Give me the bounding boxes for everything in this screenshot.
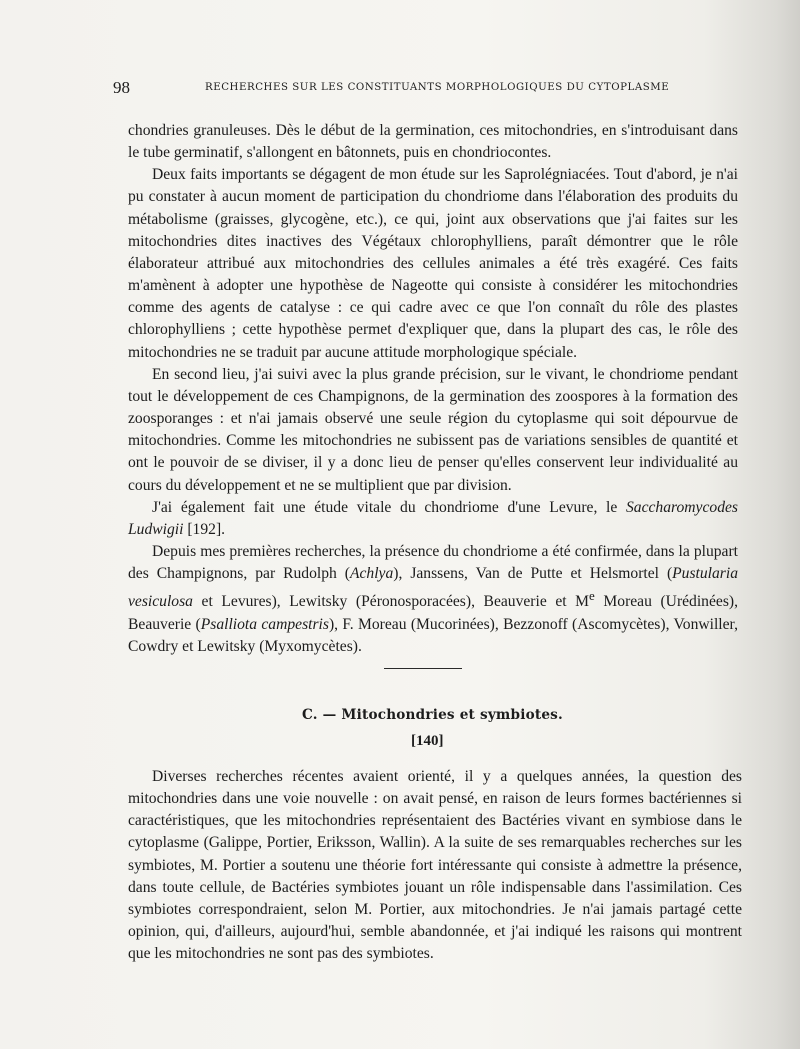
- paragraph-symbiotes: Diverses recherches récentes avaient orienté, il y a quelques années, la question des mitochondries dans une voie nouvelle : on avait pensé, en raison de leurs formes bactériennes si caractéristiques, que les mitochondries représentaient des Bactéries vivant en symbiose dans le cytoplasme (Galippe, Portier, Eriksson, Wallin). A la suite de ses remarquables recherches sur les symbiotes, M. Portier a soutenu une théorie fort intéressante qui consiste à admettre la présence, dans toute cellule, de Bactéries symbiotes jouant un rôle indispensable dans l'assimilation. Ces symbiotes correspondraient, selon M. Portier, aux mitochondries. Je n'ai jamais partagé cette opinion, qui, d'ailleurs, aujourd'hui, semble abandonnée, et j'ai indiqué les raisons qui montrent que les mitochondries ne sont pas des symbiotes.: [128, 768, 742, 963]
- levure-text: J'ai également fait une étude vitale du chondriome d'une Levure, le: [152, 498, 626, 516]
- page-header: [113, 78, 670, 102]
- text-segment: ), Janssens, Van de Putte et Helsmortel (: [393, 565, 673, 583]
- paragraph-saprolegniacees: Deux faits importants se dégagent de mon étude sur les Saprolégniacées. Tout d'abord, je n'ai pu constater à aucun moment de participation du chondriome dans l'élaboration des produits du métabolisme (graisses, glycogène, etc.), ce qui, joint aux observations que j'ai faites sur les mitochondries dites inactives des Végétaux chlorophylliens, paraît démontrer que le rôle élaborateur attribué aux mitochondries des cellules animales a été très exagéré. Ces faits m'amènent à adopter une hypothèse de Nageotte qui consiste à considérer les mitochondries comme des agents de catalyse : ce qui cadre avec ce que l'on connaît du rôle des plastes chlorophylliens ; cette hypothèse permet d'expliquer que, dans la plupart des cas, le rôle des mitochondries ne se traduit par aucune attitude morphologique spéciale.: [128, 166, 738, 361]
- main-text: [128, 120, 738, 658]
- text-segment: Depuis mes premières recherches, la présence du chondriome a été confirmée, dans la plupart des Champignons, par Rudolph (: [128, 542, 738, 583]
- reference: [192].: [183, 520, 226, 538]
- superscript: e: [589, 588, 595, 604]
- page-number: 98: [113, 78, 130, 97]
- species-name: Psalliota campestris: [200, 615, 329, 633]
- running-title: RECHERCHES SUR LES CONSTITUANTS MORPHOLOGIQUES DU CYTOPLASME: [205, 82, 670, 93]
- section-number: [411, 733, 444, 750]
- species-name: Saccharomycodes Ludwigii: [128, 498, 738, 538]
- section-title: C. — Mitochondries et symbiotes.: [302, 707, 563, 723]
- section-number-text: [140]: [411, 733, 444, 749]
- paragraph-confirmations: [128, 541, 738, 658]
- text-segment: et Levures), Lewitsky (Péronosporacées), Beauverie et M: [192, 593, 590, 611]
- text-segment: Moreau (Urédinées), Beauverie (: [128, 593, 738, 633]
- text-segment: ), F. Moreau (Mucorinées), Bezzonoff (Ascomycètes), Vonwiller, Cowdry et Lewitsky (Myxomycètes).: [128, 615, 739, 655]
- section-text: [128, 766, 742, 965]
- species-name: Pustularia vesiculosa: [128, 565, 738, 611]
- paragraph-continuation: chondries granuleuses. Dès le début de la germination, ces mitochondries, en s'introduisant dans le tube germinatif, s'allongent en bâtonnets, puis en chondriocontes.: [128, 122, 738, 162]
- paragraph-chondriome-vivant: En second lieu, j'ai suivi avec la plus grande précision, sur le vivant, le chondriome pendant tout le développement de ces Champignons, de la germination des zoospores à la formation des zoosporanges : et n'ai jamais observé une seule région du cytoplasme qui soit dépourvue de mitochondries. Comme les mitochondries ne subissent pas de variations sensibles de quantité et ont le pouvoir de se diviser, il y a donc lieu de penser qu'elles conservent leur individualité au cours du développement et ne se multiplient que par division.: [128, 365, 738, 494]
- section-divider: [384, 668, 462, 669]
- species-name: Achlya: [349, 565, 394, 583]
- paragraph-levure: [128, 497, 738, 541]
